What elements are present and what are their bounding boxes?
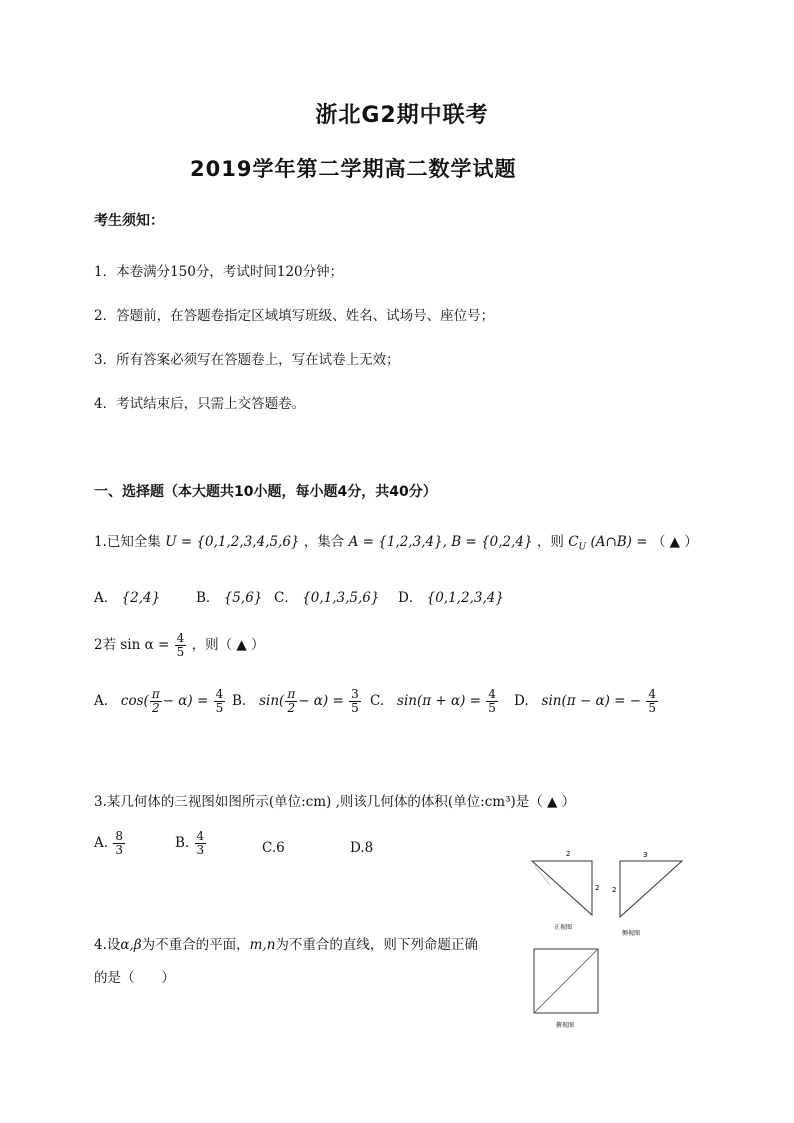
question-4-line-1: 4.设α,β为不重合的平面，m,n为不重合的直线，则下列命题正确 xyxy=(94,937,478,953)
notice-item-2: 2．答题前，在答题卷指定区域填写班级、姓名、试场号、座位号； xyxy=(94,308,495,324)
q2-fraction: $\frac{4}{5}$ xyxy=(176,631,185,659)
notice-item-3: 3．所有答案必须写在答题卷上，写在试卷上无效； xyxy=(94,352,400,368)
q3-option-b[interactable]: B. $\frac{4}{3}$ xyxy=(175,829,205,857)
three-view-figure xyxy=(530,845,700,1030)
front-dim-top: 2 xyxy=(566,850,571,858)
q1-answer-blank: （ ▲ ） xyxy=(651,534,698,550)
question-1 xyxy=(94,530,698,553)
q2-option-d[interactable]: D. sin(π − α) = − $\frac{4}{5}$ xyxy=(514,687,657,715)
top-view xyxy=(534,949,598,1029)
side-view xyxy=(612,851,682,937)
side-dim-side: 2 xyxy=(612,886,617,894)
q2-option-a[interactable]: A. cos( $\frac{\pi}{2}$ − α) = $\frac{4}{5}$ xyxy=(94,687,224,715)
q1-option-b[interactable]: B． {5,6} xyxy=(196,590,263,606)
q1-set-a: A = {1,2,3,4} xyxy=(348,534,443,550)
q1-option-d[interactable]: D． {0,1,2,3,4} xyxy=(398,590,504,606)
front-view xyxy=(532,850,599,931)
q3-option-a[interactable]: A. $\frac{8}{3}$ xyxy=(94,829,123,857)
q2-prefix: 2若 sin α = xyxy=(94,637,170,653)
q1-universal-set: U = {0,1,2,3,4,5,6} xyxy=(165,534,300,550)
q1-option-a[interactable]: A． {2,4} xyxy=(94,590,161,606)
q1-option-c[interactable]: C． {0,1,3,5,6} xyxy=(274,590,380,606)
section-heading: 一、选择题（本大题共10小题，每小题4分，共40分） xyxy=(94,484,437,500)
side-view-label: 侧视图 xyxy=(622,930,641,937)
q2-option-c[interactable]: C. sin(π + α) = $\frac{4}{5}$ xyxy=(370,687,496,715)
front-view-label: 正视图 xyxy=(554,924,573,931)
question-2 xyxy=(94,632,265,659)
q1-set-b: , B = {0,2,4} xyxy=(442,534,533,550)
q2-suffix: ，则（ ▲ ） xyxy=(191,637,265,653)
q1-prefix: 1.已知全集 xyxy=(94,534,161,550)
top-view-label: 俯视图 xyxy=(556,1022,575,1029)
notice-item-4: 4．考试结束后，只需上交答题卷。 xyxy=(94,396,306,412)
q1-mid: ，集合 xyxy=(303,534,345,550)
exam-subtitle: 2019学年第二学期高二数学试题 xyxy=(190,157,517,181)
notice-item-1: 1．本卷满分150分，考试时间120分钟； xyxy=(94,264,344,280)
exam-title: 浙北G2期中联考 xyxy=(315,103,489,128)
q2-option-b[interactable]: B. sin( $\frac{\pi}{2}$ − α) = $\frac{3}{5}$ xyxy=(232,687,359,715)
question-3: 3.某几何体的三视图如图所示(单位:cm) ,则该几何体的体积(单位:cm³)是（ ▲ ） xyxy=(94,794,576,810)
q1-complement: $C_U$ (A∩B) = xyxy=(568,534,648,553)
notice-heading: 考生须知： xyxy=(94,213,164,229)
q3-option-c[interactable]: C.6 xyxy=(262,840,285,856)
side-dim-top: 3 xyxy=(643,851,648,859)
q3-option-d[interactable]: D.8 xyxy=(350,840,374,856)
question-4-line-2: 的是（ ） xyxy=(94,970,175,986)
front-dim-side: 2 xyxy=(595,884,600,892)
q1-then: ，则 xyxy=(536,534,564,550)
